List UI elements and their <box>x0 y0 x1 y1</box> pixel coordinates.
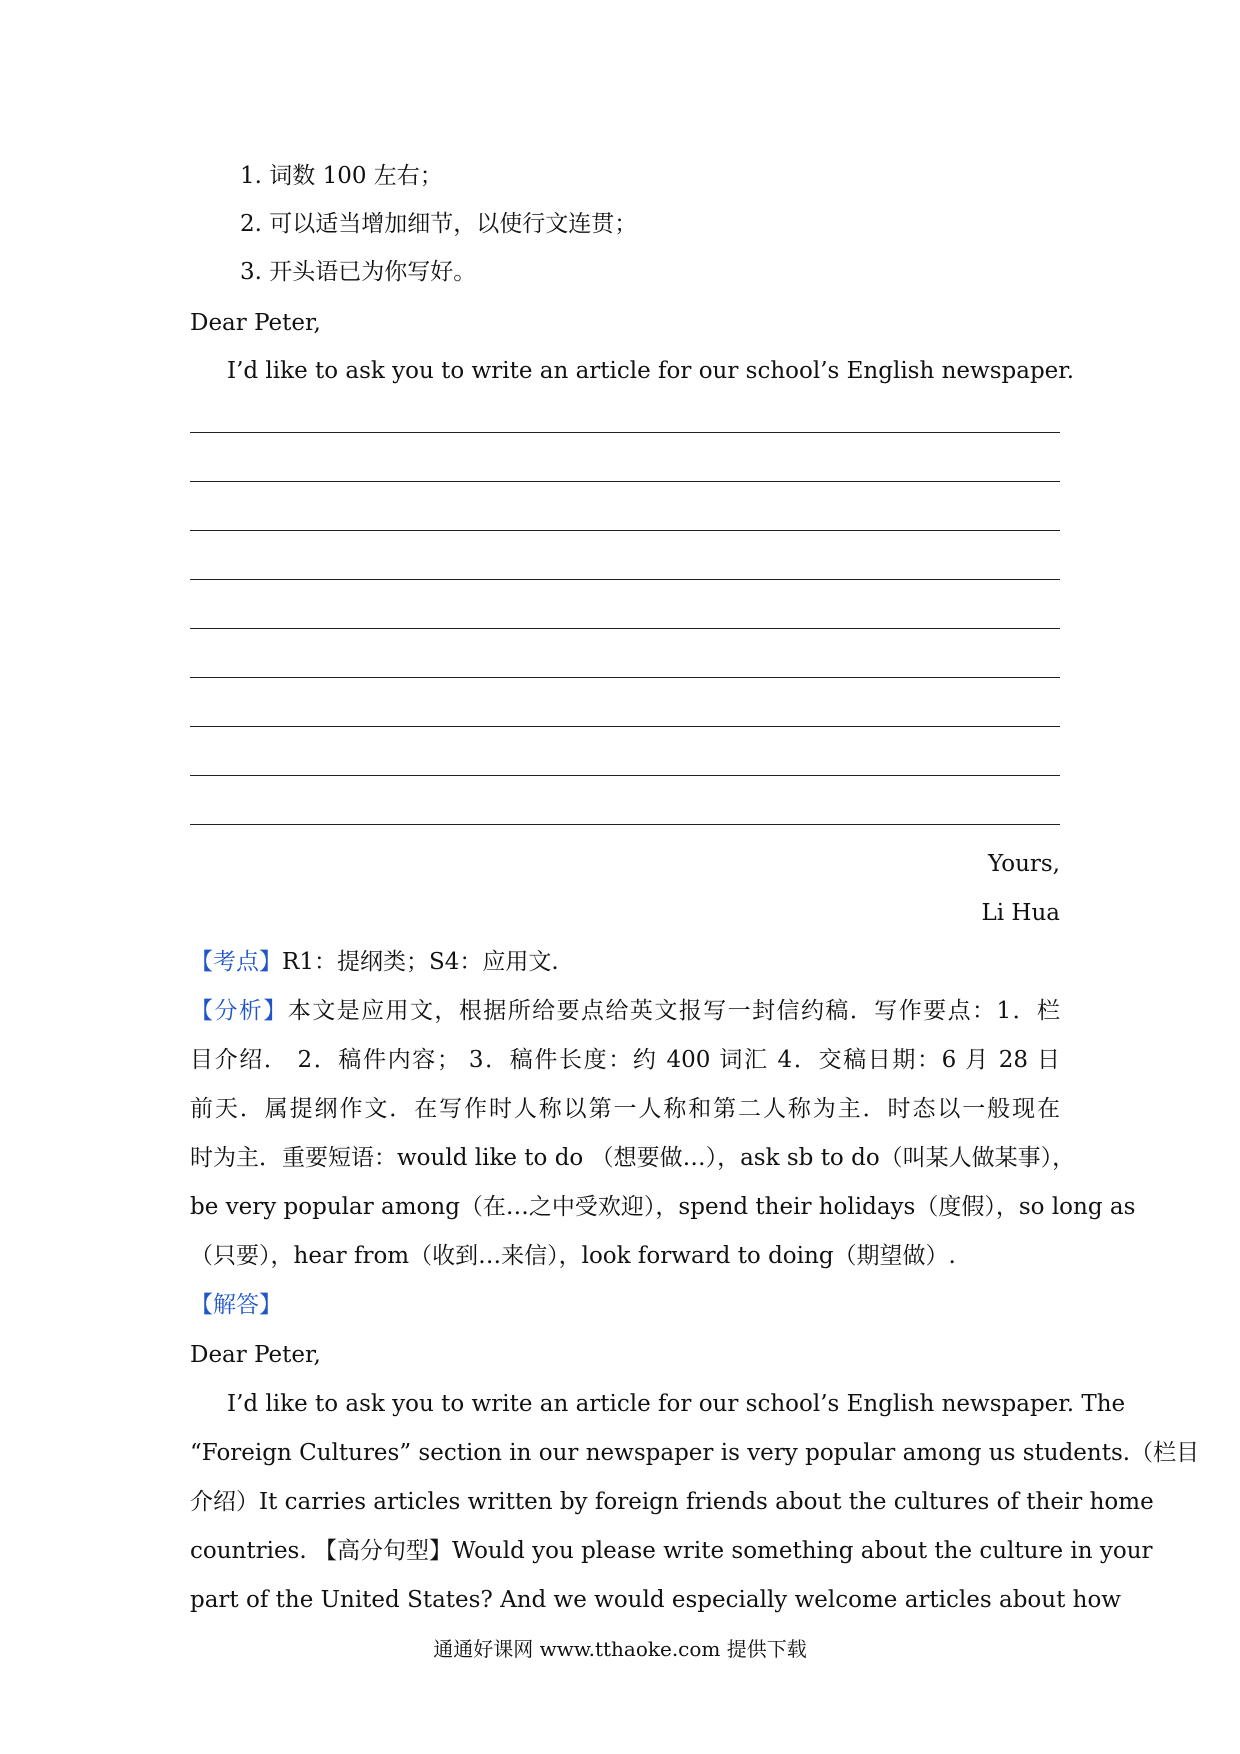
answer-line: part of the United States? And we would especially welcome articles about how <box>190 1587 1121 1613</box>
letter-closing: Yours, <box>988 851 1060 877</box>
writing-blank-line <box>190 726 1060 727</box>
fenxi-line-wrap <box>190 1094 1060 1124</box>
writing-blank-line <box>190 677 1060 678</box>
fenxi-line-wrap <box>190 1143 1076 1173</box>
answer-greeting: Dear Peter, <box>190 1342 321 1368</box>
writing-blank-line <box>190 530 1060 531</box>
answer-line: 介绍）It carries articles written by foreign friends about the cultures of their home <box>190 1489 1154 1515</box>
answer-line: “Foreign Cultures” section in our newspaper is very popular among us students.（栏目 <box>190 1440 1200 1466</box>
writing-blank-line <box>190 579 1060 580</box>
letter-signature: Li Hua <box>981 900 1060 926</box>
writing-blank-line <box>190 824 1060 825</box>
fenxi-line: 本文是应用文，根据所给要点给英文报写一封信约稿．写作要点：1．栏 <box>287 998 1061 1024</box>
letter-greeting: Dear Peter, <box>190 310 321 336</box>
answer-line: I’d like to ask you to write an article for our school’s English newspaper. The <box>227 1391 1126 1417</box>
requirement-item: 3. 开头语已为你写好。 <box>240 259 477 285</box>
fenxi-line: （只要），hear from（收到…来信），look forward to doing（期望做）. <box>190 1243 956 1269</box>
answer-line-wrap <box>227 1389 1126 1419</box>
requirement-item: 1. 词数 100 左右； <box>240 163 443 189</box>
answer-line: countries. 【高分句型】Would you please write something about the culture in your <box>190 1538 1153 1564</box>
kaodian-tag: 【考点】 <box>190 949 282 975</box>
writing-blank-line <box>190 775 1060 776</box>
writing-blank-line <box>190 628 1060 629</box>
answer-line-wrap <box>190 1536 1153 1566</box>
fenxi-section <box>190 996 1060 1026</box>
kaodian-section <box>190 947 559 977</box>
fenxi-line: be very popular among（在…之中受欢迎），spend their holidays（度假），so long as <box>190 1194 1136 1220</box>
fenxi-line-wrap <box>190 1192 1136 1222</box>
jieda-tag: 【解答】 <box>190 1292 282 1318</box>
answer-line-wrap <box>190 1438 1200 1468</box>
requirement-item: 2. 可以适当增加细节，以使行文连贯； <box>240 211 638 237</box>
writing-blank-line <box>190 432 1060 433</box>
page-footer: 通通好课网 www.tthaoke.com 提供下载 <box>433 1637 807 1661</box>
fenxi-line: 目介绍． 2．稿件内容； 3．稿件长度：约 400 词汇 4．交稿日期：6 月 28 日 <box>190 1047 1060 1073</box>
fenxi-tag: 【分析】 <box>190 998 288 1024</box>
kaodian-text: R1：提纲类；S4：应用文. <box>282 949 559 975</box>
letter-opening: I’d like to ask you to write an article for our school’s English newspaper. <box>227 358 1075 384</box>
answer-line-wrap <box>190 1487 1154 1517</box>
fenxi-line: 时为主．重要短语：would like to do （想要做…），ask sb to do（叫某人做某事）， <box>190 1145 1076 1171</box>
fenxi-line-wrap <box>190 1045 1060 1075</box>
fenxi-line: 前天．属提纲作文．在写作时人称以第一人称和第二人称为主．时态以一般现在 <box>190 1096 1060 1122</box>
writing-blank-line <box>190 481 1060 482</box>
answer-line-wrap <box>190 1585 1121 1615</box>
